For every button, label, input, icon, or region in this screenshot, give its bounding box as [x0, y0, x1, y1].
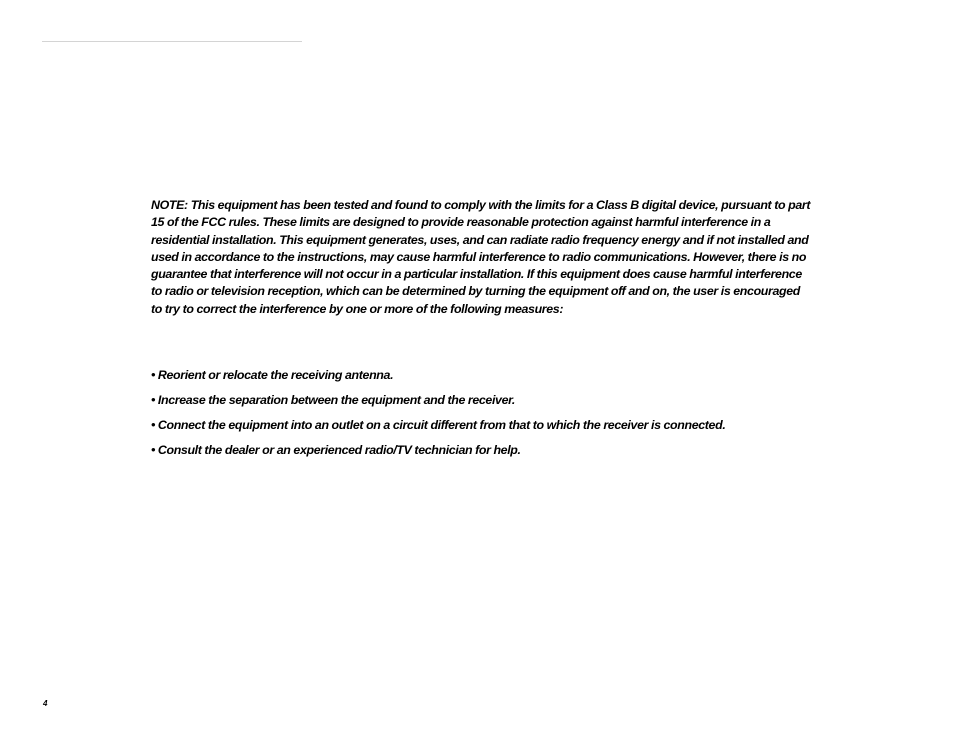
measures-list [151, 367, 851, 467]
list-item: • Reorient or relocate the receiving antenna. [151, 368, 394, 382]
list-item: • Consult the dealer or an experienced radio/TV technician for help. [151, 443, 521, 457]
list-item: • Increase the separation between the equipment and the receiver. [151, 393, 516, 407]
list-item: • Connect the equipment into an outlet on a circuit different from that to which the receiver is connected. [151, 418, 726, 432]
fcc-note-paragraph: NOTE: This equipment has been tested and found to comply with the limits for a Class B digital device, pursuant to part 15 of the FCC rules. These limits are designed to provide reasonable protection against harmful interference in a residential installation. This equipment generates, uses, and can radiate radio frequency energy and if not installed and used in accordance to the instructions, may cause harmful interference to radio communications. However, there is no guarantee that interference will not occur in a particular installation. If this equipment does cause harmful interference to radio or television reception, which can be determined by turning the equipment off and on, the user is encouraged to try to correct the interference by one or more of the following measures: [151, 198, 811, 316]
page-number: 4 [43, 699, 48, 708]
header-rule [42, 41, 302, 42]
